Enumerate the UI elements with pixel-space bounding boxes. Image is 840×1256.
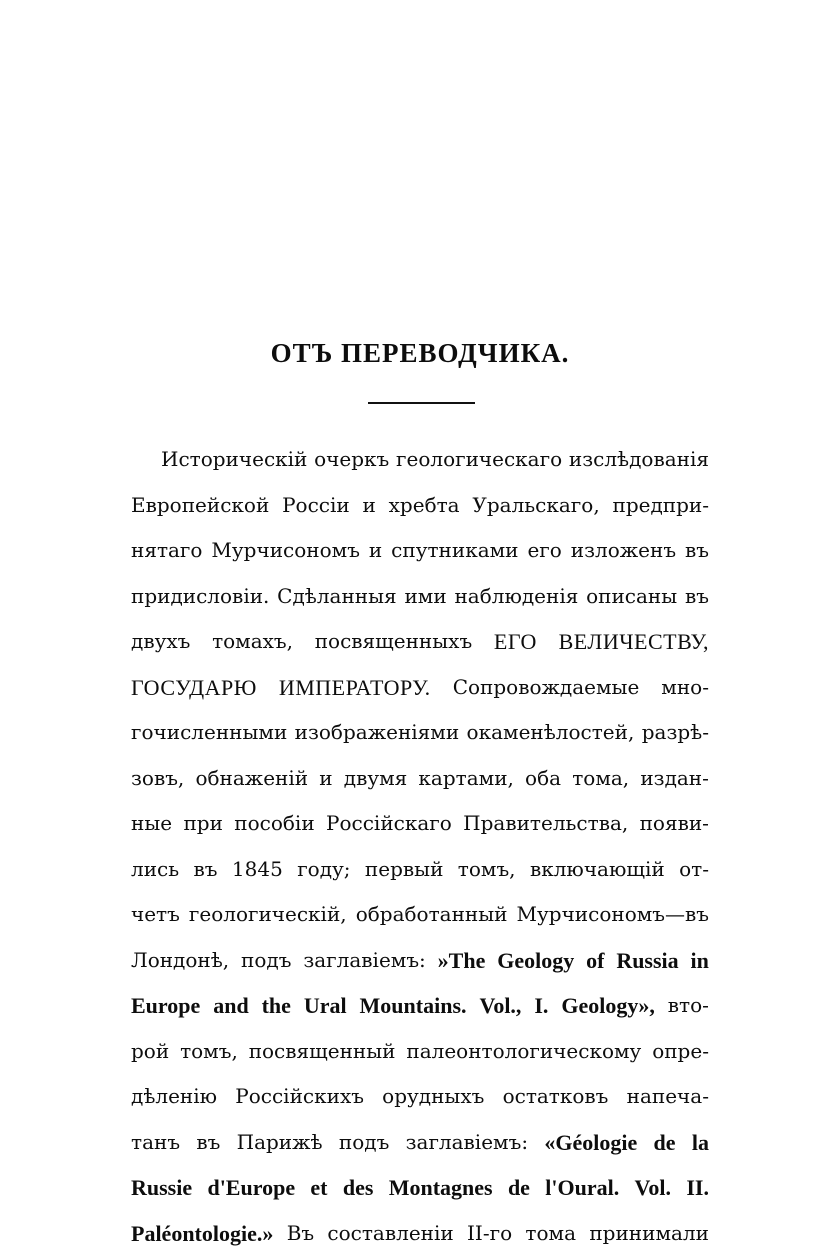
- word: Россіи: [282, 483, 350, 529]
- word: составленіи: [327, 1211, 453, 1256]
- word: ими: [404, 574, 446, 620]
- word: Vol.,: [479, 983, 521, 1029]
- word: Paléontologie.»: [131, 1211, 273, 1256]
- word: of: [586, 938, 604, 984]
- word: ИМПЕРАТОРУ.: [279, 665, 431, 711]
- word: включающій: [530, 847, 665, 893]
- word: et: [310, 1165, 327, 1211]
- word: спутниками: [391, 528, 518, 574]
- word: четъ: [131, 892, 180, 938]
- word: ЕГО: [494, 619, 537, 665]
- text-line: [131, 710, 709, 756]
- word: Russie: [131, 1165, 192, 1211]
- word: подъ: [241, 938, 291, 984]
- word: томъ,: [180, 1029, 238, 1075]
- text-line: [131, 1211, 709, 1256]
- word: и: [369, 528, 382, 574]
- word: очеркъ: [314, 437, 389, 483]
- word: Лондонѣ,: [131, 938, 229, 984]
- word: II.: [686, 1165, 709, 1211]
- word: Montagnes: [389, 1165, 493, 1211]
- word: геологическій,: [189, 892, 347, 938]
- word: I.: [534, 983, 548, 1029]
- word: томъ,: [458, 847, 516, 893]
- word: палеонтологическому: [406, 1029, 641, 1075]
- word: оба: [525, 756, 561, 802]
- word: въ: [685, 528, 709, 574]
- word: des: [343, 1165, 374, 1211]
- word: лись: [131, 847, 179, 893]
- word: «Géologie: [544, 1120, 637, 1166]
- text-line: [131, 483, 709, 529]
- word: от-: [679, 847, 709, 893]
- word: de: [508, 1165, 530, 1211]
- word: и: [363, 483, 376, 529]
- word: Европейской: [131, 483, 269, 529]
- word: двухъ: [131, 619, 190, 665]
- text-line: [131, 1165, 709, 1211]
- word: окаменѣлостей,: [467, 710, 635, 756]
- word: изображеніями: [295, 710, 460, 756]
- word: остатковъ: [503, 1074, 609, 1120]
- word: предпри-: [612, 483, 709, 529]
- word: появи-: [640, 801, 709, 847]
- word: орудныхъ: [382, 1074, 484, 1120]
- word: издан-: [640, 756, 709, 802]
- word: двумя: [344, 756, 408, 802]
- word: рой: [131, 1029, 169, 1075]
- word: the: [262, 983, 291, 1029]
- word: и: [319, 756, 332, 802]
- word: тома: [525, 1211, 576, 1256]
- word: тома,: [572, 756, 629, 802]
- word: заглавіемъ:: [406, 1120, 528, 1166]
- word: Россійскаго: [326, 801, 452, 847]
- word: томахъ,: [212, 619, 293, 665]
- word: Уральскаго,: [472, 483, 599, 529]
- word: вто-: [668, 983, 709, 1029]
- text-line: [131, 574, 709, 620]
- word: опре-: [652, 1029, 709, 1075]
- word: первый: [365, 847, 443, 893]
- word: Russia: [616, 938, 678, 984]
- word: въ: [196, 1120, 220, 1166]
- word: »The: [438, 938, 486, 984]
- word: Парижѣ: [237, 1120, 323, 1166]
- word: II-го: [467, 1211, 512, 1256]
- text-line: [131, 619, 709, 665]
- word: d'Europe: [207, 1165, 295, 1211]
- word: его: [527, 528, 561, 574]
- text-line: [131, 1029, 709, 1075]
- text-line: [131, 892, 709, 938]
- title-divider: [368, 402, 475, 404]
- word: подъ: [339, 1120, 389, 1166]
- body-text: [131, 437, 709, 1256]
- word: Geology»,: [561, 983, 655, 1029]
- text-line: [131, 983, 709, 1029]
- word: при: [183, 801, 222, 847]
- word: придисловіи.: [131, 574, 269, 620]
- word: ГОСУДАРЮ: [131, 665, 257, 711]
- word: въ: [194, 847, 218, 893]
- word: изслѣдованія: [569, 437, 709, 483]
- word: Мурчисономъ—въ: [517, 892, 709, 938]
- word: de: [654, 1120, 676, 1166]
- text-line: [131, 756, 709, 802]
- word: году;: [297, 847, 350, 893]
- text-line: [131, 847, 709, 893]
- word: Geology: [497, 938, 574, 984]
- word: изложенъ: [571, 528, 676, 574]
- word: Сдѣланныя: [277, 574, 397, 620]
- word: танъ: [131, 1120, 180, 1166]
- text-line: [131, 1074, 709, 1120]
- word: пособіи: [234, 801, 314, 847]
- word: ВЕЛИЧЕСТВУ,: [559, 619, 709, 665]
- word: Europe: [131, 983, 200, 1029]
- word: посвященный: [249, 1029, 396, 1075]
- word: Mountains.: [360, 983, 467, 1029]
- word: въ: [685, 574, 709, 620]
- word: la: [692, 1120, 709, 1166]
- word: 1845: [232, 847, 283, 893]
- word: гочисленными: [131, 710, 287, 756]
- word: наблюденія: [454, 574, 578, 620]
- word: Мурчисономъ: [211, 528, 360, 574]
- word: Правительства,: [463, 801, 628, 847]
- word: ные: [131, 801, 172, 847]
- word: Ural: [304, 983, 347, 1029]
- word: дѣленію: [131, 1074, 217, 1120]
- word: разрѣ-: [642, 710, 709, 756]
- word: хребта: [389, 483, 460, 529]
- word: напеча-: [627, 1074, 709, 1120]
- word: принимали: [589, 1211, 709, 1256]
- word: Въ: [287, 1211, 314, 1256]
- word: Сопровождаемые: [453, 665, 640, 711]
- text-line: [131, 801, 709, 847]
- word: посвященныхъ: [315, 619, 472, 665]
- word: описаны: [586, 574, 677, 620]
- word: обработанный: [356, 892, 508, 938]
- page-title: ОТЪ ПЕРЕВОДЧИКА.: [0, 338, 840, 369]
- text-line: [131, 1120, 709, 1166]
- word: обнаженій: [195, 756, 308, 802]
- word: мно-: [661, 665, 709, 711]
- word: Vol.: [635, 1165, 671, 1211]
- word: заглавіемъ:: [303, 938, 425, 984]
- word: Россійскихъ: [235, 1074, 364, 1120]
- word: l'Oural.: [545, 1165, 619, 1211]
- text-line: [131, 528, 709, 574]
- word: зовъ,: [131, 756, 184, 802]
- text-line: [131, 437, 709, 483]
- word: геологическаго: [396, 437, 562, 483]
- word: нятаго: [131, 528, 202, 574]
- word: in: [691, 938, 709, 984]
- word: картами,: [418, 756, 513, 802]
- text-line: [131, 665, 709, 711]
- word: Историческій: [161, 437, 307, 483]
- text-line: [131, 938, 709, 984]
- word: and: [213, 983, 248, 1029]
